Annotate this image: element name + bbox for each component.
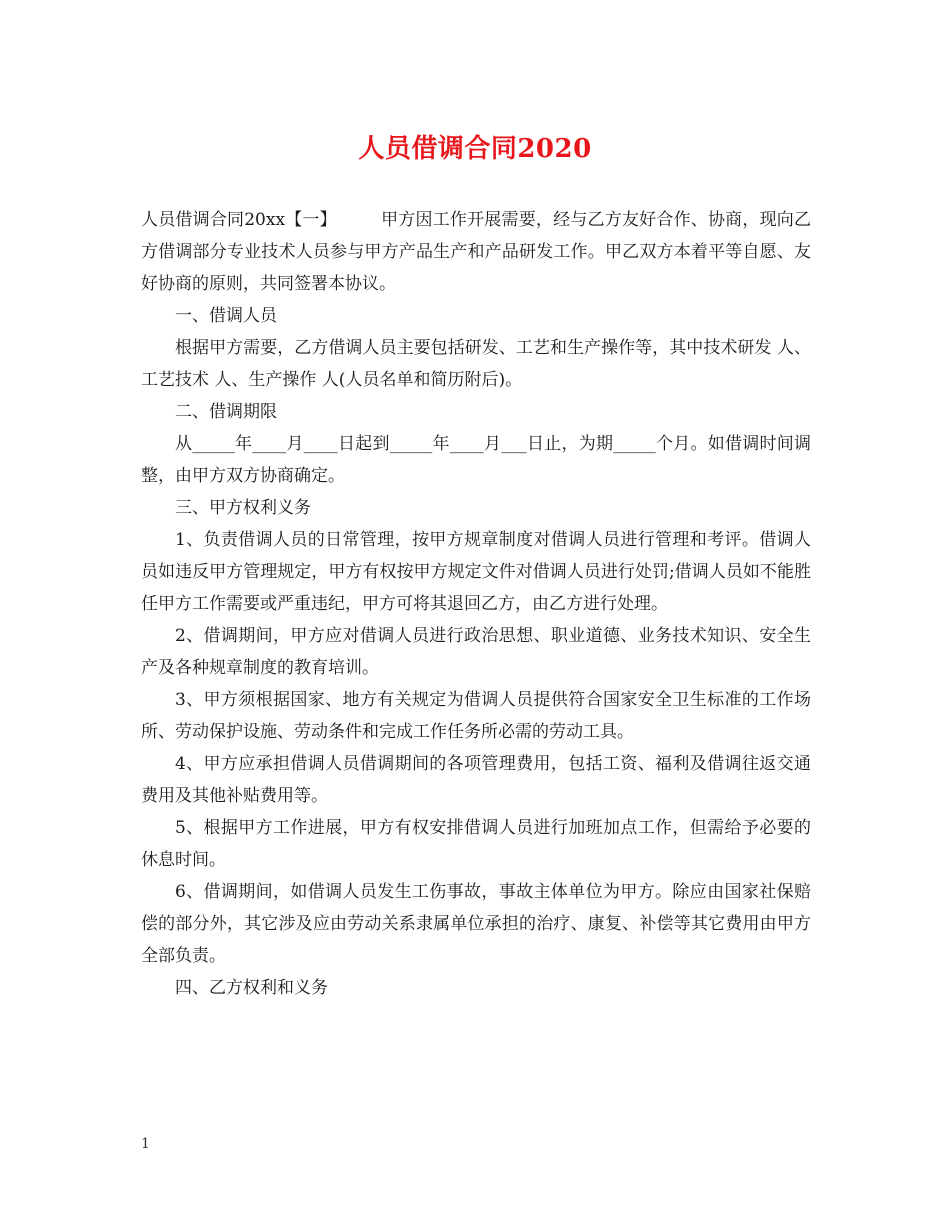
paragraph: 4、甲方应承担借调人员借调期间的各项管理费用，包括工资、福利及借调往返交通费用及其他补贴费用等。 (141, 754, 811, 806)
paragraph: 6、借调期间，如借调人员发生工伤事故，事故主体单位为甲方。除应由国家社保赔偿的部分外，其它涉及应由劳动关系隶属单位承担的治疗、康复、补偿等其它费用由甲方全部负责。 (141, 882, 811, 966)
paragraph: 根据甲方需要，乙方借调人员主要包括研发、工艺和生产操作等，其中技术研发 人、工艺技术 人、生产操作 人(人员名单和简历附后)。 (141, 338, 811, 390)
section-heading: 四、乙方权利和义务 (175, 978, 328, 998)
intro-text: 甲方因工作开展需要，经与乙方友好合作、协商，现向乙方借调部分专业技术人员参与甲方产品生产和产品研发工作。甲乙双方本着平等自愿、友好协商的原则，共同签署本协议。 (141, 210, 812, 294)
paragraph: 2、借调期间，甲方应对借调人员进行政治思想、职业道德、业务技术知识、安全生产及各种规章制度的教育培训。 (141, 626, 811, 678)
page-number: 1 (141, 1136, 150, 1152)
intro-paragraph (141, 204, 811, 300)
section-heading: 一、借调人员 (175, 306, 277, 326)
section-heading: 三、甲方权利义务 (175, 498, 311, 518)
document-body (141, 204, 811, 1004)
paragraph: 从_____年____月____日起到_____年____月___日止，为期_____个月。如借调时间调整，由甲方双方协商确定。 (141, 434, 811, 486)
intro-heading: 人员借调合同20xx【一】 (141, 210, 337, 230)
paragraph: 5、根据甲方工作进展，甲方有权安排借调人员进行加班加点工作，但需给予必要的休息时间。 (141, 818, 811, 870)
paragraph: 1、负责借调人员的日常管理，按甲方规章制度对借调人员进行管理和考评。借调人员如违反甲方管理规定，甲方有权按甲方规定文件对借调人员进行处罚;借调人员如不能胜任甲方工作需要或严重违纪，甲方可将其退回乙方，由乙方进行处理。 (141, 530, 811, 614)
section-heading: 二、借调期限 (175, 402, 277, 422)
paragraph: 3、甲方须根据国家、地方有关规定为借调人员提供符合国家安全卫生标准的工作场所、劳动保护设施、劳动条件和完成工作任务所必需的劳动工具。 (141, 690, 811, 742)
document-title: 人员借调合同2020 (358, 134, 592, 164)
